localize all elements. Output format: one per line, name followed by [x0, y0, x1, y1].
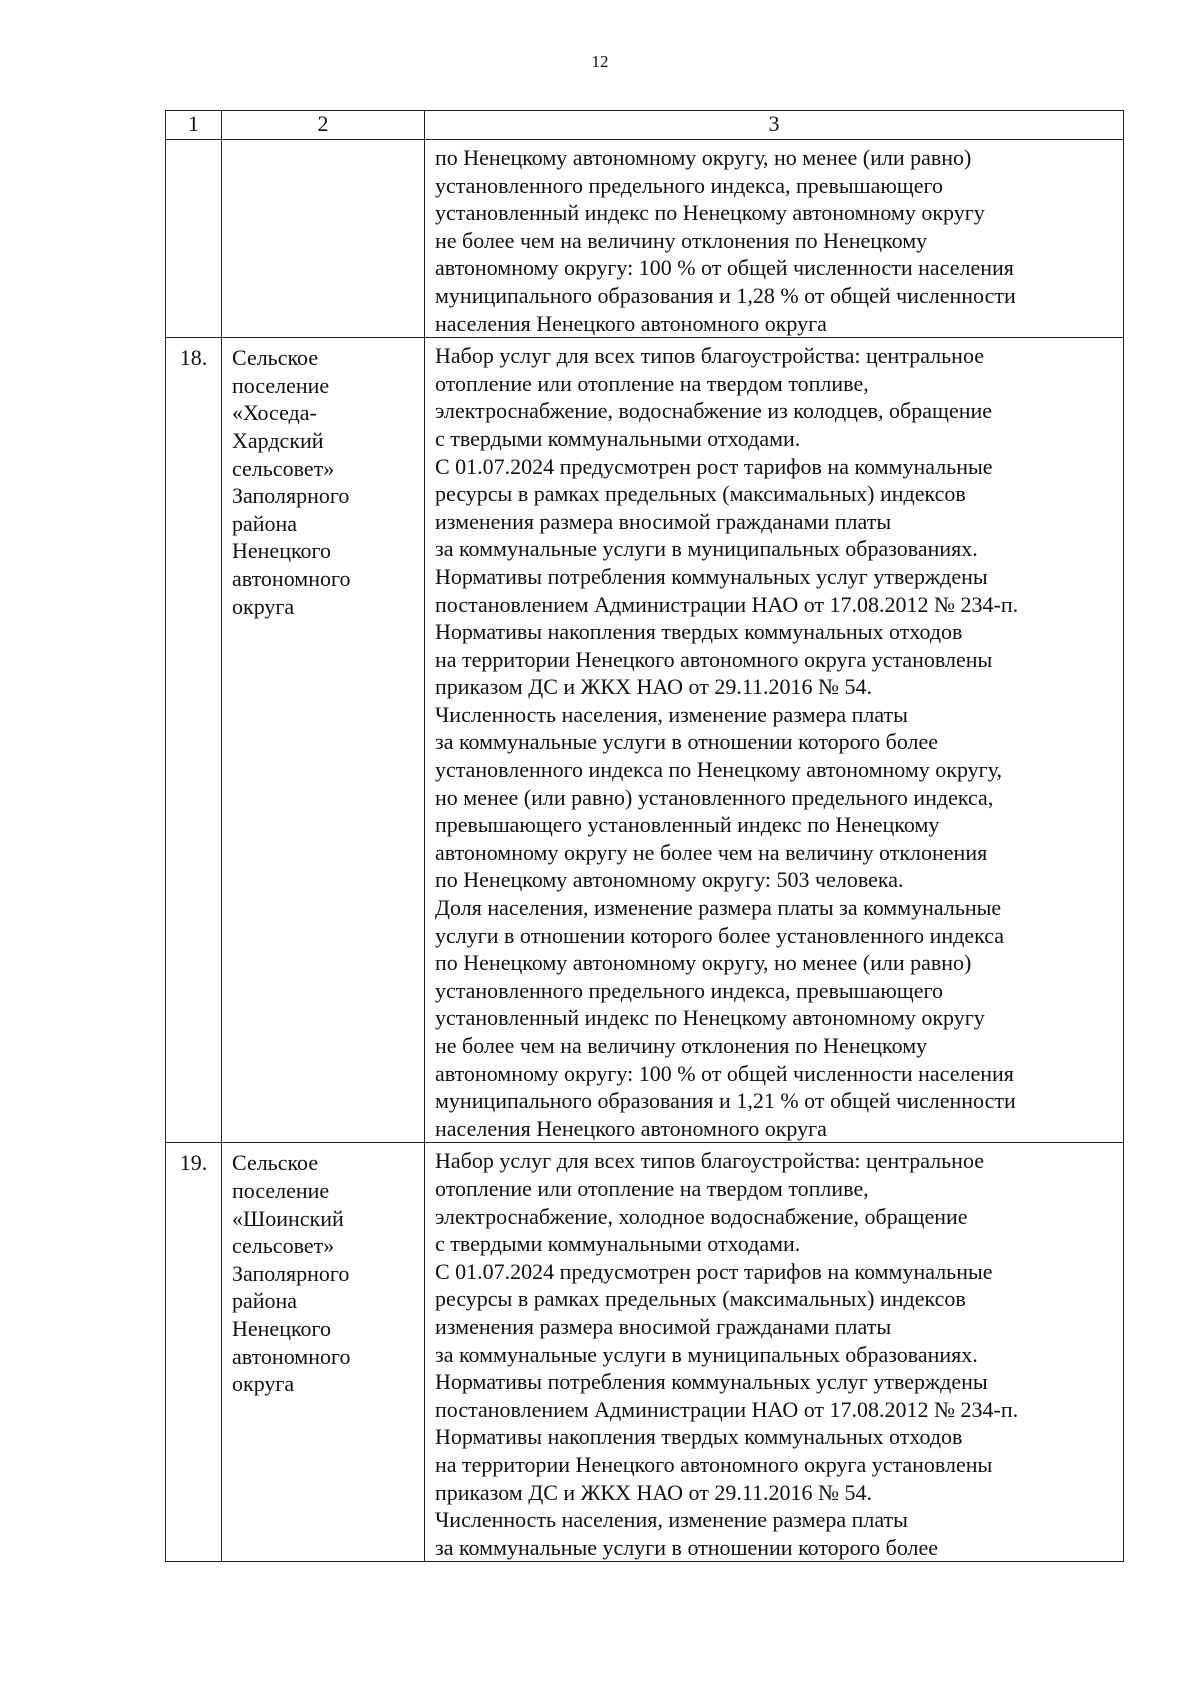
table-row-continuation [166, 140, 1124, 338]
description-line: не более чем на величину отклонения по Ненецкому [435, 227, 928, 253]
description-line: Набор услуг для всех типов благоустройства: центральное [435, 1148, 984, 1174]
description-line: Доля населения, изменение размера платы за коммунальные [435, 895, 1002, 921]
description-line: установленного предельного индекса, превышающего [435, 977, 943, 1003]
page-number: 12 [591, 52, 609, 71]
description-line: приказом ДС и ЖКХ НАО от 29.11.2016 № 54. [435, 1479, 873, 1505]
description-line: автономному округу не более чем на величину отклонения [435, 839, 988, 865]
description-line: за коммунальные услуги в отношении которого более [435, 729, 939, 755]
municipality-name-line: автономного [232, 565, 351, 591]
municipality-name-line: Заполярного [232, 1260, 350, 1286]
description-line: приказом ДС и ЖКХ НАО от 29.11.2016 № 54. [435, 674, 873, 700]
municipality-name-line: района [232, 1288, 298, 1314]
description-line: по Ненецкому автономному округу, но менее (или равно) [435, 950, 972, 976]
description-line: за коммунальные услуги в муниципальных образованиях. [435, 1341, 978, 1367]
municipality-name [222, 1143, 425, 1562]
description-line: ресурсы в рамках предельных (максимальных) индексов [435, 481, 966, 507]
municipality-name-line: округа [232, 593, 295, 619]
row-number: 19. [166, 1143, 222, 1562]
description-cell [425, 1143, 1124, 1562]
description-line: отопление или отопление на твердом топливе, [435, 370, 869, 396]
municipality-name-line: сельсовет» [232, 455, 335, 481]
description-line: муниципального образования и 1,28 % от общей численности [435, 282, 1016, 308]
municipality-name [222, 338, 425, 1143]
municipality-cell [222, 140, 425, 338]
municipality-name-line: района [232, 510, 298, 536]
description-cell [425, 140, 1124, 338]
description-line: услуги в отношении которого более установленного индекса [435, 922, 1005, 948]
description-line: изменения размера вносимой гражданами платы [435, 1313, 892, 1339]
municipality-name-line: сельсовет» [232, 1233, 335, 1259]
description-cell [425, 338, 1124, 1143]
description-line: на территории Ненецкого автономного округа установлены [435, 1451, 993, 1477]
description-line: муниципального образования и 1,21 % от общей численности [435, 1088, 1016, 1114]
description-line: Численность населения, изменение размера платы [435, 1507, 908, 1533]
municipality-name-line: поселение [232, 372, 330, 398]
description-line: отопление или отопление на твердом топливе, [435, 1175, 869, 1201]
description-line: С 01.07.2024 предусмотрен рост тарифов на коммунальные [435, 1258, 993, 1284]
description-line: Набор услуг для всех типов благоустройства: центральное [435, 343, 984, 369]
description-line: за коммунальные услуги в муниципальных образованиях. [435, 536, 978, 562]
description-line: Численность населения, изменение размера платы [435, 701, 908, 727]
description-line: с твердыми коммунальными отходами. [435, 425, 801, 451]
description-line: установленный индекс по Ненецкому автономному округу [435, 1005, 985, 1031]
row-number-cell [166, 140, 222, 338]
description-line: автономному округу: 100 % от общей численности населения [435, 1060, 1014, 1086]
column-header-2: 2 [222, 111, 425, 140]
description-line: Нормативы потребления коммунальных услуг утверждены [435, 563, 988, 589]
description-line: ресурсы в рамках предельных (максимальных) индексов [435, 1286, 966, 1312]
column-header-1: 1 [166, 111, 222, 140]
description-line: установленного предельного индекса, превышающего [435, 172, 943, 198]
municipality-name-line: Сельское [232, 1150, 319, 1176]
table-row-19 [166, 1143, 1124, 1562]
description-line: электроснабжение, водоснабжение из колодцев, обращение [435, 398, 993, 424]
description-line: изменения размера вносимой гражданами платы [435, 508, 892, 534]
column-header-3: 3 [425, 111, 1124, 140]
municipality-name-line: Хардский [232, 427, 324, 453]
municipality-name-line: Заполярного [232, 483, 350, 509]
description-line: населения Ненецкого автономного округа [435, 1115, 827, 1141]
description-line: не более чем на величину отклонения по Ненецкому [435, 1033, 928, 1058]
description-line: Нормативы потребления коммунальных услуг утверждены [435, 1369, 988, 1395]
description-line: С 01.07.2024 предусмотрен рост тарифов на коммунальные [435, 453, 993, 479]
description-line: постановлением Администрации НАО от 17.08.2012 № 234-п. [435, 591, 1019, 617]
municipality-name-line: поселение [232, 1177, 330, 1203]
row-number: 18. [166, 338, 222, 1143]
description-line: установленный индекс по Ненецкому автономному округу [435, 200, 985, 226]
services-table [165, 110, 1124, 1562]
table-row-18 [166, 338, 1124, 1143]
municipality-name-line: «Хоседа- [232, 400, 317, 426]
description-line: Нормативы накопления твердых коммунальных отходов [435, 1424, 963, 1450]
table-header-row [166, 111, 1124, 140]
municipality-name-line: Ненецкого [232, 1315, 332, 1341]
description-line: электроснабжение, холодное водоснабжение, обращение [435, 1203, 968, 1229]
municipality-name-line: Ненецкого [232, 538, 332, 564]
municipality-name-line: округа [232, 1371, 295, 1397]
municipality-name-line: «Шоинский [232, 1205, 344, 1231]
description-line: но менее (или равно) установленного предельного индекса, [435, 784, 994, 810]
description-line: Нормативы накопления твердых коммунальных отходов [435, 619, 963, 645]
municipality-name-line: автономного [232, 1343, 351, 1369]
description-line: по Ненецкому автономному округу, но менее (или равно) [435, 145, 972, 170]
description-line: по Ненецкому автономному округу: 503 человека. [435, 867, 904, 893]
description-line: постановлением Администрации НАО от 17.08.2012 № 234-п. [435, 1396, 1019, 1422]
description-line: за коммунальные услуги в отношении которого более [435, 1534, 939, 1560]
description-line: населения Ненецкого автономного округа [435, 310, 827, 336]
description-line: автономному округу: 100 % от общей численности населения [435, 255, 1014, 281]
description-line: с твердыми коммунальными отходами. [435, 1231, 801, 1257]
description-line: превышающего установленный индекс по Ненецкому [435, 812, 940, 838]
municipality-name-line: Сельское [232, 345, 319, 371]
description-line: установленного индекса по Ненецкому автономному округу, [435, 757, 1003, 783]
description-line: на территории Ненецкого автономного округа установлены [435, 646, 993, 672]
